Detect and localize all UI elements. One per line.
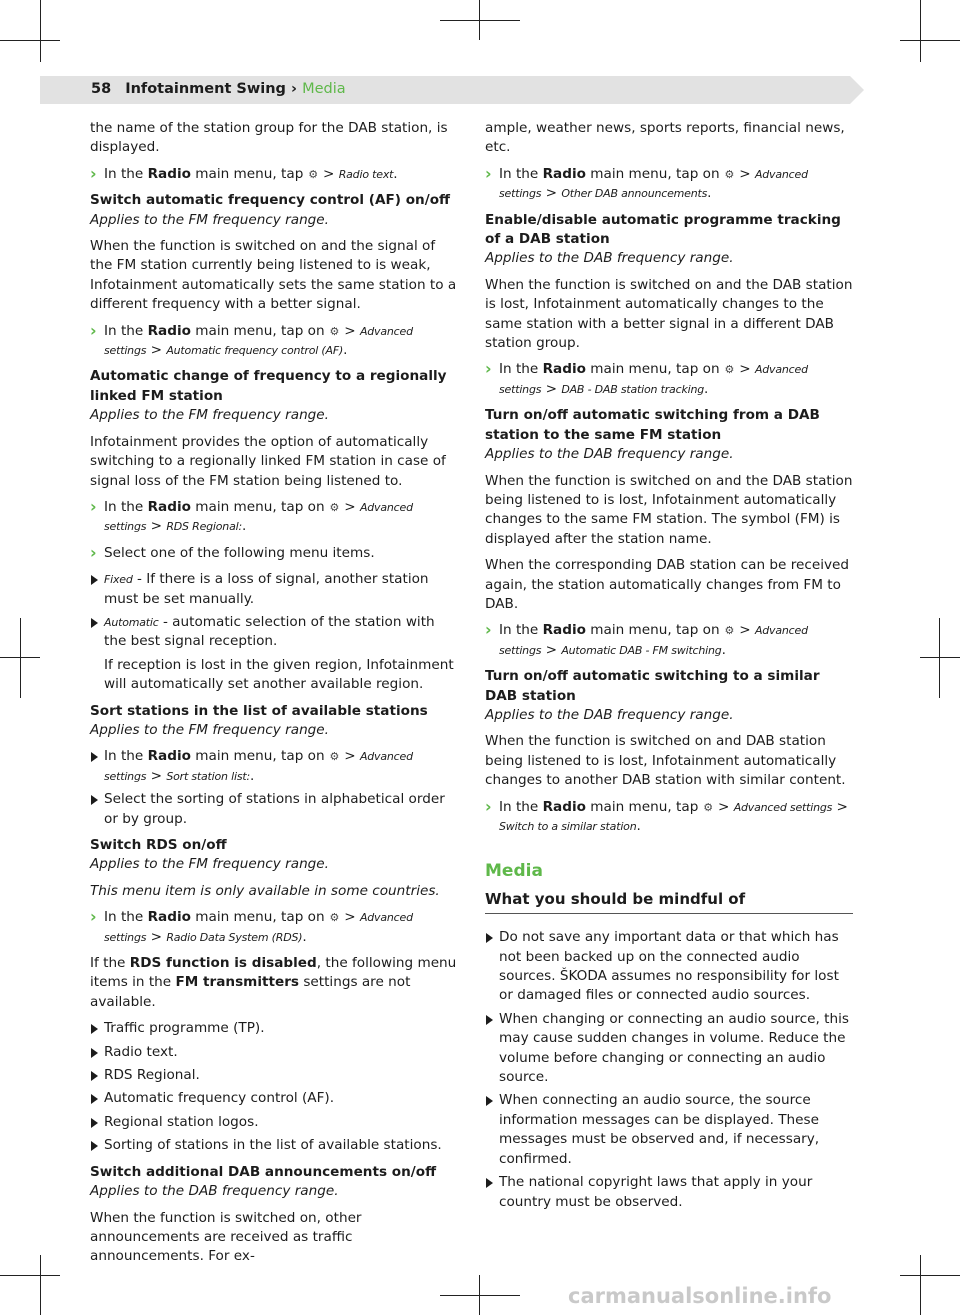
list-item: RDS Regional. [90, 1066, 458, 1085]
paragraph: When the function is switched on and the DAB station is lost, Infotainment automatically changes to the same station with a better signal in a different DAB station group. [485, 276, 853, 352]
crop-mark [0, 1275, 60, 1276]
list-item: Do not save any important data or that which has not been backed up on the connected audio sources. ŠKODA assumes no responsibility for lost or damaged files or connected audio sources. [485, 928, 853, 1006]
instruction-step: › In the Radio main menu, tap on ⚙ > Advanced settings > Automatic DAB - FM switching. [485, 621, 853, 660]
paragraph: When the function is switched on, other announcements are received as traffic announcements. For ex- [90, 1209, 362, 1265]
subheading-note: Applies to the FM frequency range. [90, 407, 329, 424]
gear-icon: ⚙ [724, 363, 735, 377]
crop-mark [920, 1255, 921, 1315]
subheading: Switch additional DAB announcements on/off [90, 1163, 437, 1180]
crop-mark [40, 1255, 41, 1315]
gear-icon: ⚙ [329, 750, 340, 764]
paragraph: If the RDS function is disabled, the following menu items in the FM transmitters settings are not available. [90, 955, 457, 1010]
instruction-step: › In the Radio main menu, tap on ⚙ > Advanced settings > Other DAB announcements. [485, 165, 853, 204]
paragraph: When the function is switched on and the signal of the FM station currently being listened to is weak, Infotainment automatically sets the same station to a different frequency with a better signal. [90, 238, 457, 313]
subheading-note: Applies to the DAB frequency range. [485, 250, 734, 267]
list-item: Fixed - If there is a loss of signal, another station must be set manually. [90, 570, 458, 609]
menu-path: Radio text [338, 167, 394, 181]
gear-icon: ⚙ [329, 500, 340, 514]
list-item: Automatic frequency control (AF). [90, 1089, 458, 1108]
gear-icon: ⚙ [329, 324, 340, 338]
gear-icon: ⚙ [724, 624, 735, 638]
subheading-note: Applies to the DAB frequency range. [90, 1183, 339, 1200]
gear-icon: ⚙ [308, 167, 319, 181]
menu-path: RDS Regional: [166, 520, 242, 534]
paragraph: Infotainment provides the option of automatically switching to a regionally linked FM station in case of signal loss of the FM station being listened to. [90, 433, 446, 489]
subheading-note: Applies to the FM frequency range. [90, 721, 329, 738]
subheading: Sort stations in the list of available stations [90, 702, 428, 719]
instruction-step: › In the Radio main menu, tap on ⚙ > Advanced settings > Automatic frequency control (AF). [90, 322, 458, 361]
subheading-note: Applies to the DAB frequency range. [485, 706, 734, 723]
menu-path: Radio Data System (RDS) [166, 930, 303, 944]
header-arrow-tip [850, 76, 864, 104]
menu-path: Sort station list: [166, 769, 250, 783]
page-number: 58 [91, 81, 112, 97]
watermark: carmanualsonline.info [568, 1284, 832, 1308]
instruction-step: › In the Radio main menu, tap on ⚙ > Advanced settings > RDS Regional:. [90, 498, 458, 537]
menu-path: Automatic frequency control (AF) [166, 344, 344, 358]
list-item: In the Radio main menu, tap on ⚙ > Advanced settings > Sort station list:. [90, 747, 458, 786]
right-column [485, 119, 853, 1216]
menu-path: Automatic DAB - FM switching [561, 643, 722, 657]
menu-path: DAB - DAB station tracking [561, 382, 705, 396]
subheading: Automatic change of frequency to a regionally linked FM station [90, 368, 447, 404]
gear-icon: ⚙ [703, 800, 714, 814]
list-item: Sorting of stations in the list of available stations. [90, 1136, 458, 1155]
crop-mark [440, 20, 520, 21]
chapter-title: Infotainment Swing [125, 81, 286, 97]
subheading: Switch RDS on/off [90, 837, 227, 853]
list-item: Traffic programme (TP). [90, 1019, 458, 1038]
crop-mark [0, 657, 40, 658]
subheading: Turn on/off automatic switching to a similar DAB station [485, 668, 820, 704]
gear-icon: ⚙ [329, 911, 340, 925]
list-item: Automatic - automatic selection of the station with the best signal reception. [90, 613, 458, 652]
crop-mark [0, 40, 60, 41]
subheading-note: Applies to the DAB frequency range. [485, 446, 734, 463]
paragraph: When the function is switched on and DAB station being listened to is lost, Infotainment automatically changes to another DAB station with similar content. [485, 733, 846, 789]
section-heading: Media [485, 861, 543, 882]
subheading: Enable/disable automatic programme tracking of a DAB station [485, 211, 841, 248]
instruction-step: › In the Radio main menu, tap ⚙ > Radio text. [90, 165, 458, 184]
crop-mark [440, 1295, 520, 1296]
section-title: Media [302, 81, 346, 97]
crop-mark [900, 1275, 960, 1276]
list-item: Regional station logos. [90, 1113, 458, 1132]
subheading: Turn on/off automatic switching from a DAB station to the same FM station [485, 407, 820, 443]
crop-mark [939, 618, 940, 698]
list-item: Select the sorting of stations in alphabetical order or by group. [90, 790, 458, 829]
crop-mark [920, 657, 960, 658]
paragraph: When the corresponding DAB station can be received again, the station automatically changes from FM to DAB. [485, 557, 850, 612]
breadcrumb-separator: › [291, 81, 297, 97]
instruction-step: › In the Radio main menu, tap on ⚙ > Advanced settings > DAB - DAB station tracking. [485, 360, 853, 399]
crop-mark [20, 618, 21, 698]
section-subheading: What you should be mindful of [485, 890, 853, 914]
subheading: Switch automatic frequency control (AF) on/off [90, 192, 451, 209]
gear-icon: ⚙ [724, 167, 735, 181]
list-item: When connecting an audio source, the source information messages can be displayed. These messages must be observed and, if necessary, confirmed. [485, 1091, 853, 1169]
running-header [91, 81, 346, 97]
crop-mark [40, 0, 41, 62]
subheading-note: Applies to the FM frequency range. [90, 211, 329, 228]
subheading-note: This menu item is only available in some countries. [90, 882, 440, 899]
instruction-step: › Select one of the following menu items. [90, 544, 458, 563]
menu-path: Other DAB announcements [561, 187, 708, 201]
crop-mark [900, 40, 960, 41]
crop-mark [920, 0, 921, 62]
list-item: Radio text. [90, 1043, 458, 1062]
left-column [90, 119, 458, 1274]
subheading-note: Applies to the FM frequency range. [90, 856, 329, 873]
paragraph: When the function is switched on and the DAB station being listened to is lost, Infotainment automatically changes to the same FM station. The symbol (FM) is displayed after the station name. [485, 472, 853, 547]
list-item-continuation: If reception is lost in the given region, Infotainment will automatically set another available region. [104, 656, 454, 693]
instruction-step: › In the Radio main menu, tap on ⚙ > Advanced settings > Radio Data System (RDS). [90, 908, 458, 947]
instruction-step: › In the Radio main menu, tap ⚙ > Advanced settings > Switch to a similar station. [485, 798, 853, 837]
list-item: The national copyright laws that apply in your country must be observed. [485, 1173, 853, 1212]
list-item: When changing or connecting an audio source, this may cause sudden changes in volume. Reduce the volume before changing or connecting an audio source. [485, 1010, 853, 1088]
paragraph: the name of the station group for the DAB station, is displayed. [90, 120, 448, 156]
menu-path: Switch to a similar station [499, 820, 637, 833]
paragraph: ample, weather news, sports reports, financial news, etc. [485, 120, 845, 156]
